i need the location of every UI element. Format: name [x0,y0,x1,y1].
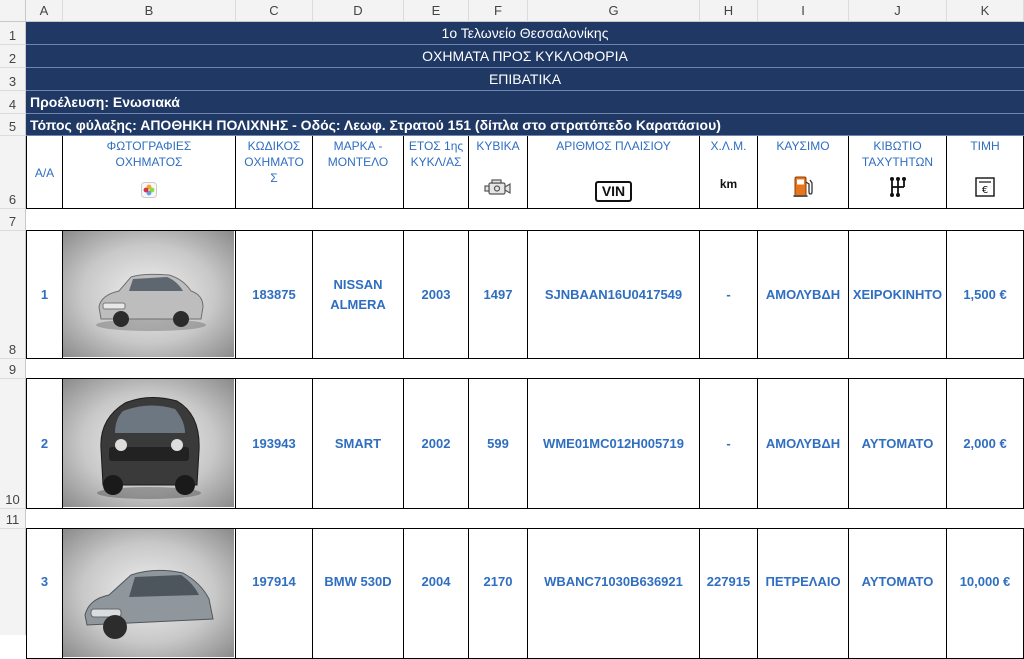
vehicle-2-code[interactable]: 193943 [236,379,313,509]
vehicle-3-price-text: 10,000 € [959,574,1011,589]
header-cc[interactable] [469,136,528,209]
vehicle-3-vin[interactable] [528,529,700,659]
vehicle-1-photo [63,231,234,357]
vehicle-3-aa-text: 3 [40,574,49,589]
header-cc-label: ΚΥΒΙΚΑ [476,139,520,153]
column-header-g[interactable]: G [528,0,700,22]
column-header-j[interactable]: J [849,0,947,22]
vehicle-1-km[interactable]: - [700,231,758,359]
vehicle-2-aa[interactable]: 2 [26,379,63,509]
vehicle-3-year-text: 2004 [421,574,451,589]
vehicle-2-year[interactable]: 2002 [404,379,469,509]
vehicle-3-vin-text: WBANC71030B636921 [544,574,683,589]
row-header-1[interactable]: 1 [0,22,26,45]
vehicle-1-photo-cell[interactable] [63,231,236,359]
row-header-5[interactable]: 5 [0,114,26,136]
silver-sedan-icon [91,263,211,333]
vehicle-1-year[interactable]: 2003 [404,231,469,359]
column-header-i[interactable]: I [758,0,849,22]
vehicle-2-gearbox[interactable]: ΑΥΤΟΜΑΤΟ [849,379,947,509]
header-year-label: ΕΤΟΣ 1ης ΚΥΚΛ/ΑΣ [408,139,464,169]
vehicle-3-aa[interactable] [26,529,63,659]
vehicle-1-aa[interactable]: 1 [26,231,63,359]
header-aa-label: Α/Α [34,166,55,180]
vehicle-3-price[interactable] [947,529,1024,659]
header-make-label: ΜΑΡΚΑ - ΜΟΝΤΕΛΟ [327,139,389,169]
vehicle-3-gearbox[interactable] [849,529,947,659]
column-header-b[interactable]: B [63,0,236,22]
header-fuel-label: ΚΑΥΣΙΜΟ [776,139,830,153]
vehicle-3-fuel[interactable] [758,529,849,659]
vehicle-3-cc[interactable] [469,529,528,659]
header-gearbox[interactable] [849,136,947,209]
row-header-4[interactable]: 4 [0,91,26,114]
spacer-row[interactable] [26,209,1024,231]
km-icon: km [719,177,738,191]
header-fuel[interactable] [758,136,849,209]
origin-band[interactable]: Προέλευση: Ενωσιακά [26,91,1024,114]
column-header-c[interactable]: C [236,0,313,22]
vehicle-1-price[interactable]: 1,500 € [947,231,1024,359]
spacer-row[interactable] [26,359,1024,379]
black-smart-icon [85,389,213,501]
vehicle-3-photo [63,529,234,657]
vehicle-3-make[interactable] [313,529,404,659]
header-vin[interactable] [528,136,700,209]
subtitle-band[interactable]: ΟΧΗΜΑΤΑ ΠΡΟΣ ΚΥΚΛΟΦΟΡΙΑ [26,45,1024,68]
grey-bmw-icon [79,559,219,649]
column-header-k[interactable]: K [947,0,1024,22]
vehicle-3-cc-text: 2170 [483,574,513,589]
header-year[interactable] [404,136,469,209]
header-photos-label: ΦΩΤΟΓΡΑΦΙΕΣ ΟΧΗΜΑΤΟΣ [106,139,192,169]
header-km[interactable] [700,136,758,209]
column-header-h[interactable]: H [700,0,758,22]
vehicle-2-photo [63,379,234,507]
vehicle-1-gearbox[interactable]: ΧΕΙΡΟΚΙΝΗΤΟ [849,231,947,359]
vehicle-3-fuel-text: ΠΕΤΡΕΛΑΙΟ [765,574,841,589]
gear-shift-icon [888,176,908,202]
row-header-12[interactable] [0,529,26,635]
row-header-7[interactable]: 7 [0,209,26,231]
header-aa[interactable] [26,136,63,209]
vehicle-1-cc[interactable]: 1497 [469,231,528,359]
header-gearbox-label: ΚΙΒΩΤΙΟ ΤΑΧΥΤΗΤΩΝ [861,139,934,169]
vehicle-2-price[interactable]: 2,000 € [947,379,1024,509]
vehicle-2-make[interactable]: SMART [313,379,404,509]
vehicle-3-year[interactable] [404,529,469,659]
row-header-6[interactable]: 6 [0,136,26,209]
vehicle-1-vin[interactable]: SJNBAAN16U0417549 [528,231,700,359]
vehicle-1-fuel[interactable]: ΑΜΟΛΥΒΔΗ [758,231,849,359]
header-make[interactable] [313,136,404,209]
row-header-2[interactable]: 2 [0,45,26,68]
photos-app-icon [141,182,157,202]
vehicle-2-km[interactable]: - [700,379,758,509]
select-all-corner[interactable] [0,0,26,22]
vehicle-1-make[interactable]: NISSAN ALMERA [313,231,404,359]
vehicle-2-cc[interactable]: 599 [469,379,528,509]
column-header-a[interactable]: A [26,0,63,22]
vehicle-3-code[interactable] [236,529,313,659]
vehicle-3-photo-cell[interactable] [63,529,236,659]
row-header-9[interactable]: 9 [0,359,26,379]
spacer-row[interactable] [26,509,1024,529]
vin-icon: VIN [595,181,632,202]
header-price-label: ΤΙΜΗ [970,139,1000,153]
vehicle-3-make-text: BMW 530D [324,574,392,589]
vehicle-3-km[interactable] [700,529,758,659]
vehicle-2-vin[interactable]: WME01MC012H005719 [528,379,700,509]
vehicle-2-photo-cell[interactable] [63,379,236,509]
vehicle-3-code-text: 197914 [252,574,296,589]
location-band[interactable]: Τόπος φύλαξης: ΑΠΟΘΗΚΗ ΠΟΛΙΧΝΗΣ - Οδός: Λεωφ. Στρατού 151 (δίπλα στο στρατόπεδο Καρατάσιου) [26,114,1024,136]
row-header-10[interactable]: 10 [0,379,26,509]
vehicle-3-km-text: 227915 [706,574,751,589]
header-price[interactable] [947,136,1024,209]
svg-text:€: € [981,185,989,196]
fuel-pump-icon [792,174,814,202]
column-header-e[interactable]: E [404,0,469,22]
vehicle-3-gearbox-text: ΑΥΤΟΜΑΤΟ [861,574,934,589]
row-header-8[interactable]: 8 [0,231,26,359]
header-photos[interactable] [63,136,236,209]
row-header-11[interactable]: 11 [0,509,26,529]
header-code-label: ΚΩΔΙΚΟΣ ΟΧΗΜΑΤΟ Σ [244,139,304,185]
header-km-label: Χ.Λ.Μ. [710,139,747,153]
price-tag-icon [974,176,996,202]
category-band[interactable]: ΕΠΙΒΑΤΙΚΑ [26,68,1024,91]
vehicle-2-fuel[interactable]: ΑΜΟΛΥΒΔΗ [758,379,849,509]
title-band[interactable]: 1ο Τελωνείο Θεσσαλονίκης [26,22,1024,45]
row-header-3[interactable]: 3 [0,68,26,91]
column-header-d[interactable]: D [313,0,404,22]
vehicle-1-code[interactable]: 183875 [236,231,313,359]
header-vin-label: ΑΡΙΘΜΟΣ ΠΛΑΙΣΙΟΥ [556,139,671,153]
column-header-f[interactable]: F [469,0,528,22]
engine-icon [483,178,513,202]
header-code[interactable] [236,136,313,209]
